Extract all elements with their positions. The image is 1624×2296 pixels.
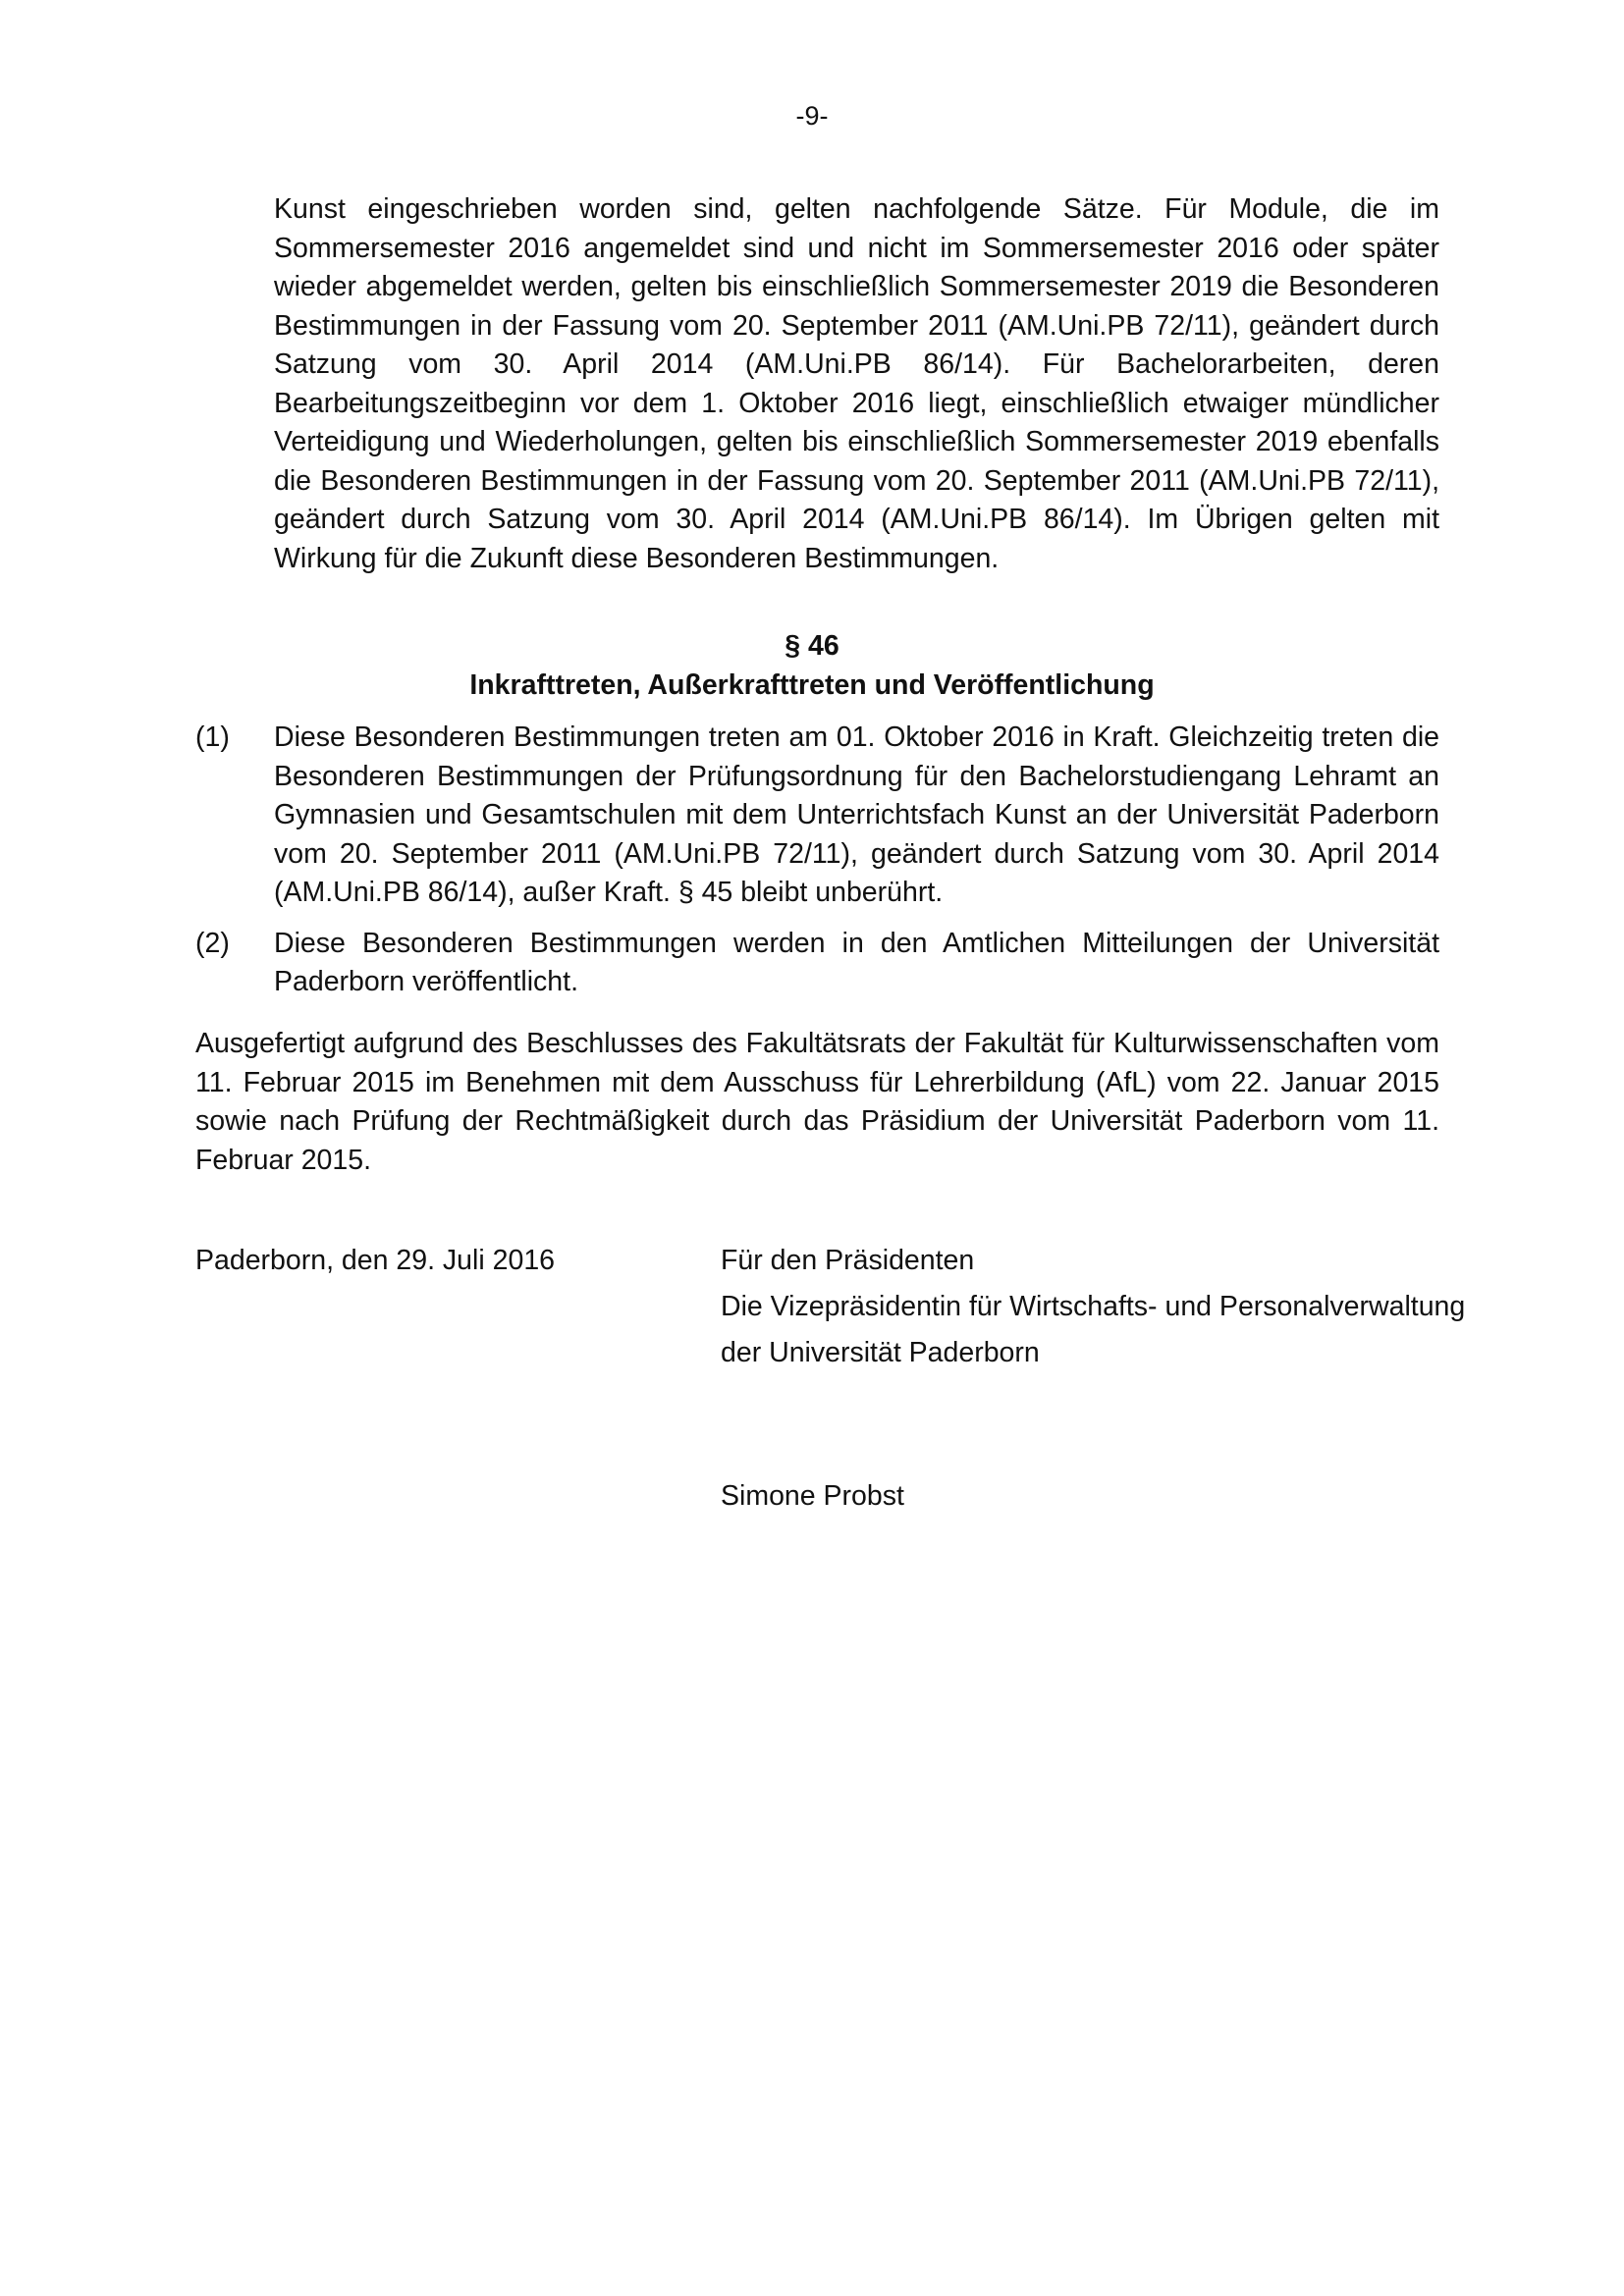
list-item — [195, 925, 1439, 1002]
signatory-line-2: Die Vizepräsidentin für Wirtschafts- und Personalverwaltung — [721, 1291, 1466, 1322]
list-item-text: Diese Besonderen Bestimmungen werden in den Amtlichen Mitteilungen der Universität Paderborn veröffentlicht. — [274, 927, 1439, 997]
list-item-marker: (2) — [195, 927, 230, 959]
list-item-marker: (1) — [195, 721, 230, 753]
page-number: -9- — [795, 101, 829, 131]
list-item — [195, 719, 1439, 913]
numbered-list — [195, 719, 1439, 1014]
section-title: Inkrafttreten, Außerkrafttreten und Veröffentlichung — [469, 669, 1155, 701]
place-date: Paderborn, den 29. Juli 2016 — [195, 1245, 556, 1276]
intro-paragraph: Kunst eingeschrieben worden sind, gelten nachfolgende Sätze. Für Module, die im Sommersemester 2016 angemeldet sind und nicht im Sommersemester 2016 oder später wieder abgemeldet werden, gelten bis einschließlich Sommersemester 2019 die Besonderen Bestimmungen in der Fassung vom 20. September 2011 (AM.Uni.PB 72/11), geändert durch Satzung vom 30. April 2014 (AM.Uni.PB 86/14). Für Bachelorarbeiten, deren Bearbeitungszeitbeginn vor dem 1. Oktober 2016 liegt, einschließlich etwaiger mündlicher Verteidigung und Wiederholungen, gelten bis einschließlich Sommersemester 2019 ebenfalls die Besonderen Bestimmungen in der Fassung vom 20. September 2011 (AM.Uni.PB 72/11), geändert durch Satzung vom 30. April 2014 (AM.Uni.PB 86/14). Im Übrigen gelten mit Wirkung für die Zukunft diese Besonderen Bestimmungen. — [274, 193, 1439, 574]
signatory-block — [721, 1238, 1465, 1376]
closing-paragraph: Ausgefertigt aufgrund des Beschlusses des Fakultätsrats der Fakultät für Kulturwissenschaften vom 11. Februar 2015 im Benehmen mit dem Ausschuss für Lehrerbildung (AfL) vom 22. Januar 2015 sowie nach Prüfung der Rechtmäßigkeit durch das Präsidium der Universität Paderborn vom 11. Februar 2015. — [195, 1028, 1439, 1176]
section-heading — [0, 626, 1624, 705]
signatory-name: Simone Probst — [721, 1480, 904, 1512]
signatory-line-1: Für den Präsidenten — [721, 1245, 975, 1276]
section-number: § 46 — [785, 630, 839, 662]
list-item-text: Diese Besonderen Bestimmungen treten am 01. Oktober 2016 in Kraft. Gleichzeitig treten die Besonderen Bestimmungen der Prüfungsordnung für den Bachelorstudiengang Lehramt an Gymnasien und Gesamtschulen mit dem Unterrichtsfach Kunst an der Universität Paderborn vom 20. September 2011 (AM.Uni.PB 72/11), geändert durch Satzung vom 30. April 2014 (AM.Uni.PB 86/14), außer Kraft. § 45 bleibt unberührt. — [274, 721, 1439, 908]
signatory-line-3: der Universität Paderborn — [721, 1337, 1040, 1368]
